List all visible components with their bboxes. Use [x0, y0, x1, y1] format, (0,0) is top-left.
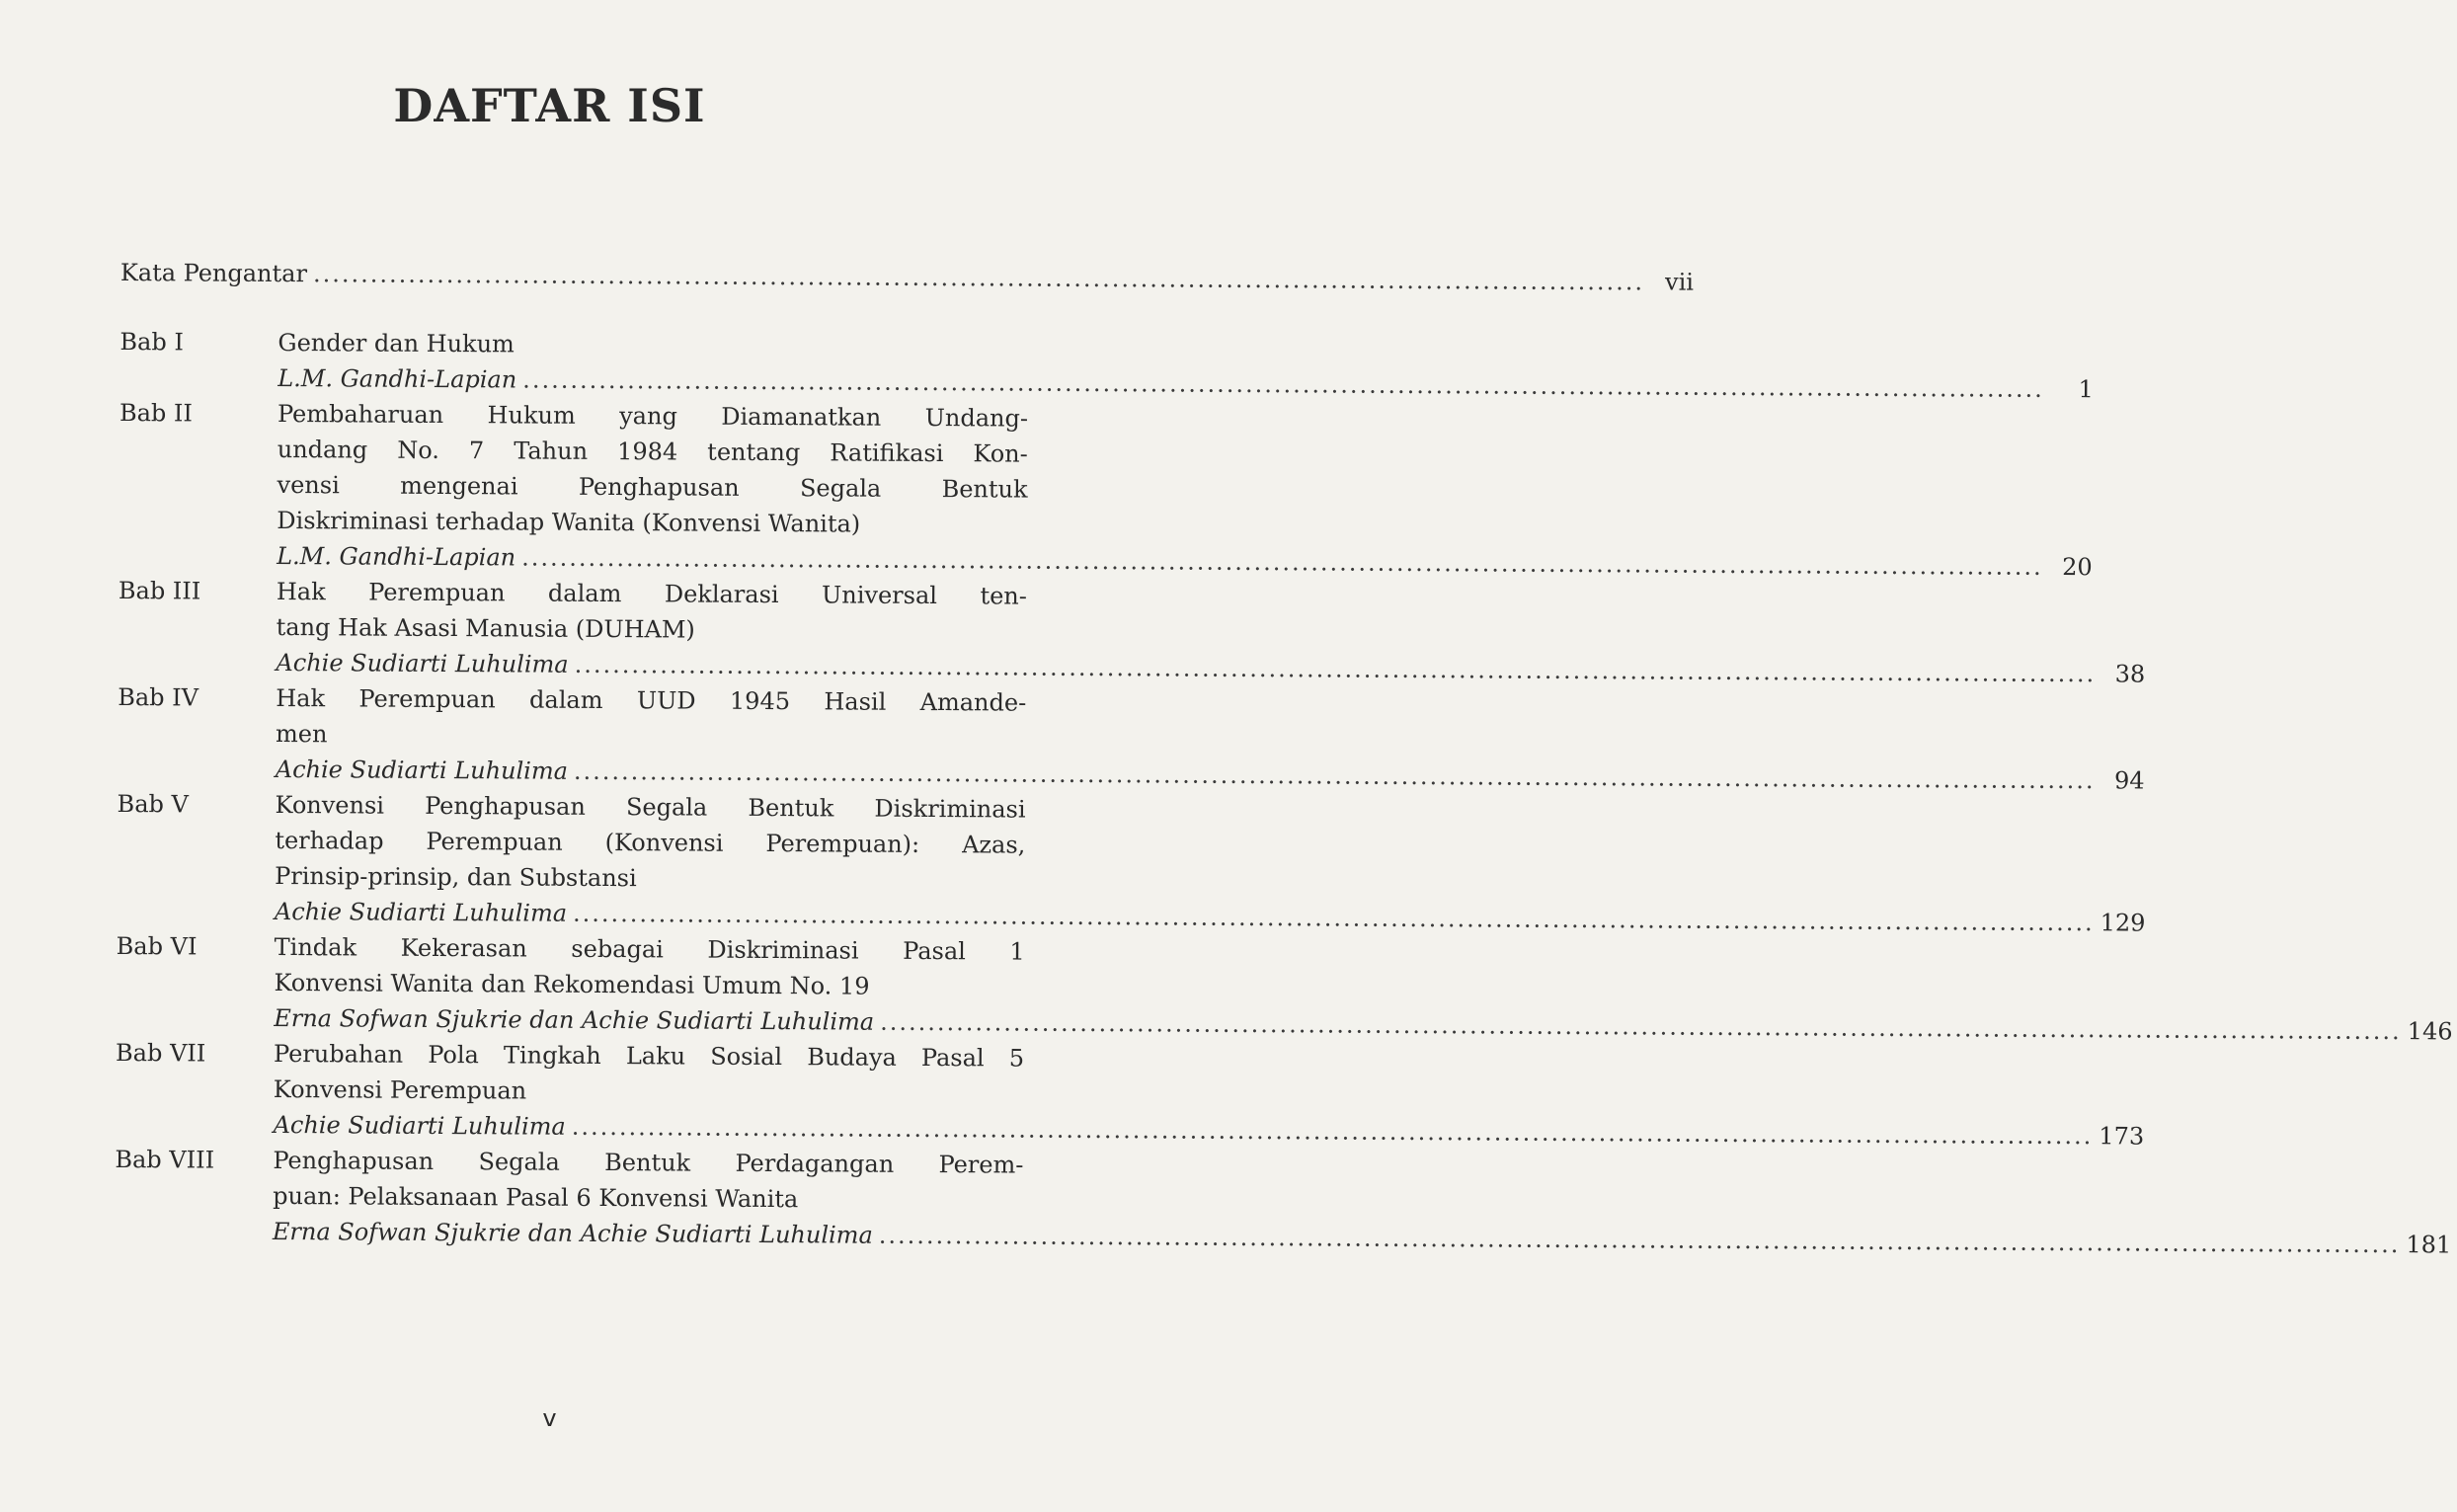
author-line: [277, 360, 2094, 404]
chapter-body: [277, 396, 2093, 582]
chapter-label: Bab VIII: [115, 1145, 215, 1174]
chapter-title-line: men: [275, 719, 328, 749]
toc-entry[interactable]: [115, 1035, 2145, 1151]
dot-leader: ................................................................................................................................................................: [572, 899, 2095, 937]
table-of-contents: [115, 255, 2453, 1259]
chapter-title-line: Konvensi Perempuan: [273, 1074, 527, 1105]
chapter-body: [277, 325, 2094, 404]
preface-page: vii: [1665, 268, 1695, 296]
author-line: [276, 645, 2146, 688]
chapter-title-line: Hak Perempuan dalam UUD 1945 Hasil Amande-: [276, 683, 1027, 717]
chapter-title-line: Tindak Kekerasan sebagai Diskriminasi Pasal 1: [274, 932, 1025, 966]
chapter-page: 94: [2113, 766, 2145, 795]
chapter-list: [115, 324, 2453, 1259]
dot-leader: ................................................................................................................................................................: [573, 756, 2096, 795]
author-line: [277, 538, 2093, 582]
chapter-title-line: Penghapusan Segala Bentuk Perdagangan Perem-: [273, 1146, 1024, 1179]
chapter-title-line: Pembaharuan Hukum yang Diamanatkan Undang-: [277, 399, 1029, 433]
chapter-title-line: Gender dan Hukum: [277, 328, 515, 358]
dot-leader: ................................................................................................................................................................: [521, 543, 2043, 581]
chapter-author: Erna Sofwan Sjukrie dan Achie Sudiarti Luhulima: [272, 1217, 873, 1249]
chapter-label: Bab IV: [118, 682, 199, 712]
chapter-title-line: Konvensi Penghapusan Segala Bentuk Diskriminasi: [275, 790, 1026, 824]
chapter-title-line: Perubahan Pola Tingkah Laku Sosial Budaya Pasal 5: [273, 1039, 1025, 1073]
chapter-title-line: Prinsip-prinsip, dan Substansi: [275, 861, 637, 893]
chapter-body: [276, 574, 2146, 688]
chapter-page: 173: [2099, 1122, 2145, 1151]
page-title: DAFTAR ISI: [393, 79, 706, 132]
toc-entry[interactable]: [116, 928, 2453, 1046]
chapter-page: 146: [2407, 1017, 2453, 1046]
toc-entry[interactable]: [119, 324, 2094, 404]
chapter-title-line: undang No. 7 Tahun 1984 tentang Ratifikasi Kon-: [277, 435, 1028, 468]
chapter-body: [275, 680, 2145, 795]
preface-label: Kata Pengantar: [119, 258, 308, 288]
chapter-title-line: puan: Pelaksanaan Pasal 6 Konvensi Wanita: [273, 1181, 799, 1214]
chapter-body: [274, 787, 2146, 937]
author-line: [274, 1000, 2453, 1046]
chapter-title-line: tang Hak Asasi Manusia (DUHAM): [276, 612, 695, 644]
chapter-author: Achie Sudiarti Luhulima: [273, 1110, 566, 1141]
toc-entry[interactable]: [118, 679, 2145, 795]
chapter-label: Bab V: [117, 789, 189, 819]
toc-entry[interactable]: [118, 573, 2146, 688]
chapter-author: L.M. Gandhi-Lapian: [277, 541, 516, 572]
chapter-body: [272, 1143, 2452, 1259]
dot-leader: ................................................................................................................................................................: [574, 650, 2097, 688]
author-line: [273, 1107, 2145, 1151]
chapter-label: Bab VI: [116, 931, 198, 961]
toc-entry-preface[interactable]: [119, 255, 1695, 296]
dot-leader: ................................................................................................................................................................: [571, 1112, 2094, 1151]
chapter-author: Erna Sofwan Sjukrie dan Achie Sudiarti Luhulima: [274, 1003, 875, 1036]
author-line: [274, 894, 2146, 937]
chapter-title-line: terhadap Perempuan (Konvensi Perempuan): Azas,: [275, 826, 1026, 859]
toc-entry[interactable]: [115, 1142, 2452, 1259]
chapter-body: [274, 929, 2453, 1046]
toc-entry[interactable]: [117, 786, 2146, 937]
spacer: [120, 290, 1029, 330]
page-number: v: [542, 1404, 557, 1432]
chapter-page: 181: [2406, 1231, 2452, 1259]
chapter-author: Achie Sudiarti Luhulima: [275, 755, 569, 785]
chapter-page: 38: [2114, 660, 2146, 688]
toc-entry[interactable]: [119, 395, 2093, 582]
dot-leader: ................................................................................................................................................................: [522, 365, 2044, 403]
author-line: [272, 1214, 2452, 1259]
chapter-label: Bab II: [119, 398, 194, 428]
chapter-label: Bab VII: [115, 1038, 206, 1068]
chapter-body: [273, 1036, 2145, 1151]
dot-leader: ................................................................................................................................................................: [880, 1007, 2402, 1046]
chapter-author: L.M. Gandhi-Lapian: [277, 363, 517, 394]
dot-leader: ................................................................................................................................................................: [878, 1221, 2401, 1259]
chapter-page: 129: [2100, 909, 2146, 937]
chapter-author: Achie Sudiarti Luhulima: [274, 897, 568, 927]
chapter-title-line: Hak Perempuan dalam Deklarasi Universal ten-: [276, 577, 1027, 610]
chapter-author: Achie Sudiarti Luhulima: [276, 648, 569, 678]
author-line: [275, 752, 2145, 795]
chapter-label: Bab I: [119, 327, 184, 357]
chapter-page: 20: [2062, 553, 2093, 582]
dot-leader: ............................................................................................................................................: [312, 260, 1645, 296]
chapter-label: Bab III: [118, 576, 201, 605]
chapter-title-line: Konvensi Wanita dan Rekomendasi Umum No. 19: [274, 968, 870, 1000]
chapter-title-line: vensi mengenai Penghapusan Segala Bentuk: [277, 470, 1028, 504]
chapter-title-line: Diskriminasi terhadap Wanita (Konvensi Wanita): [277, 506, 861, 538]
chapter-page: 1: [2078, 375, 2094, 404]
